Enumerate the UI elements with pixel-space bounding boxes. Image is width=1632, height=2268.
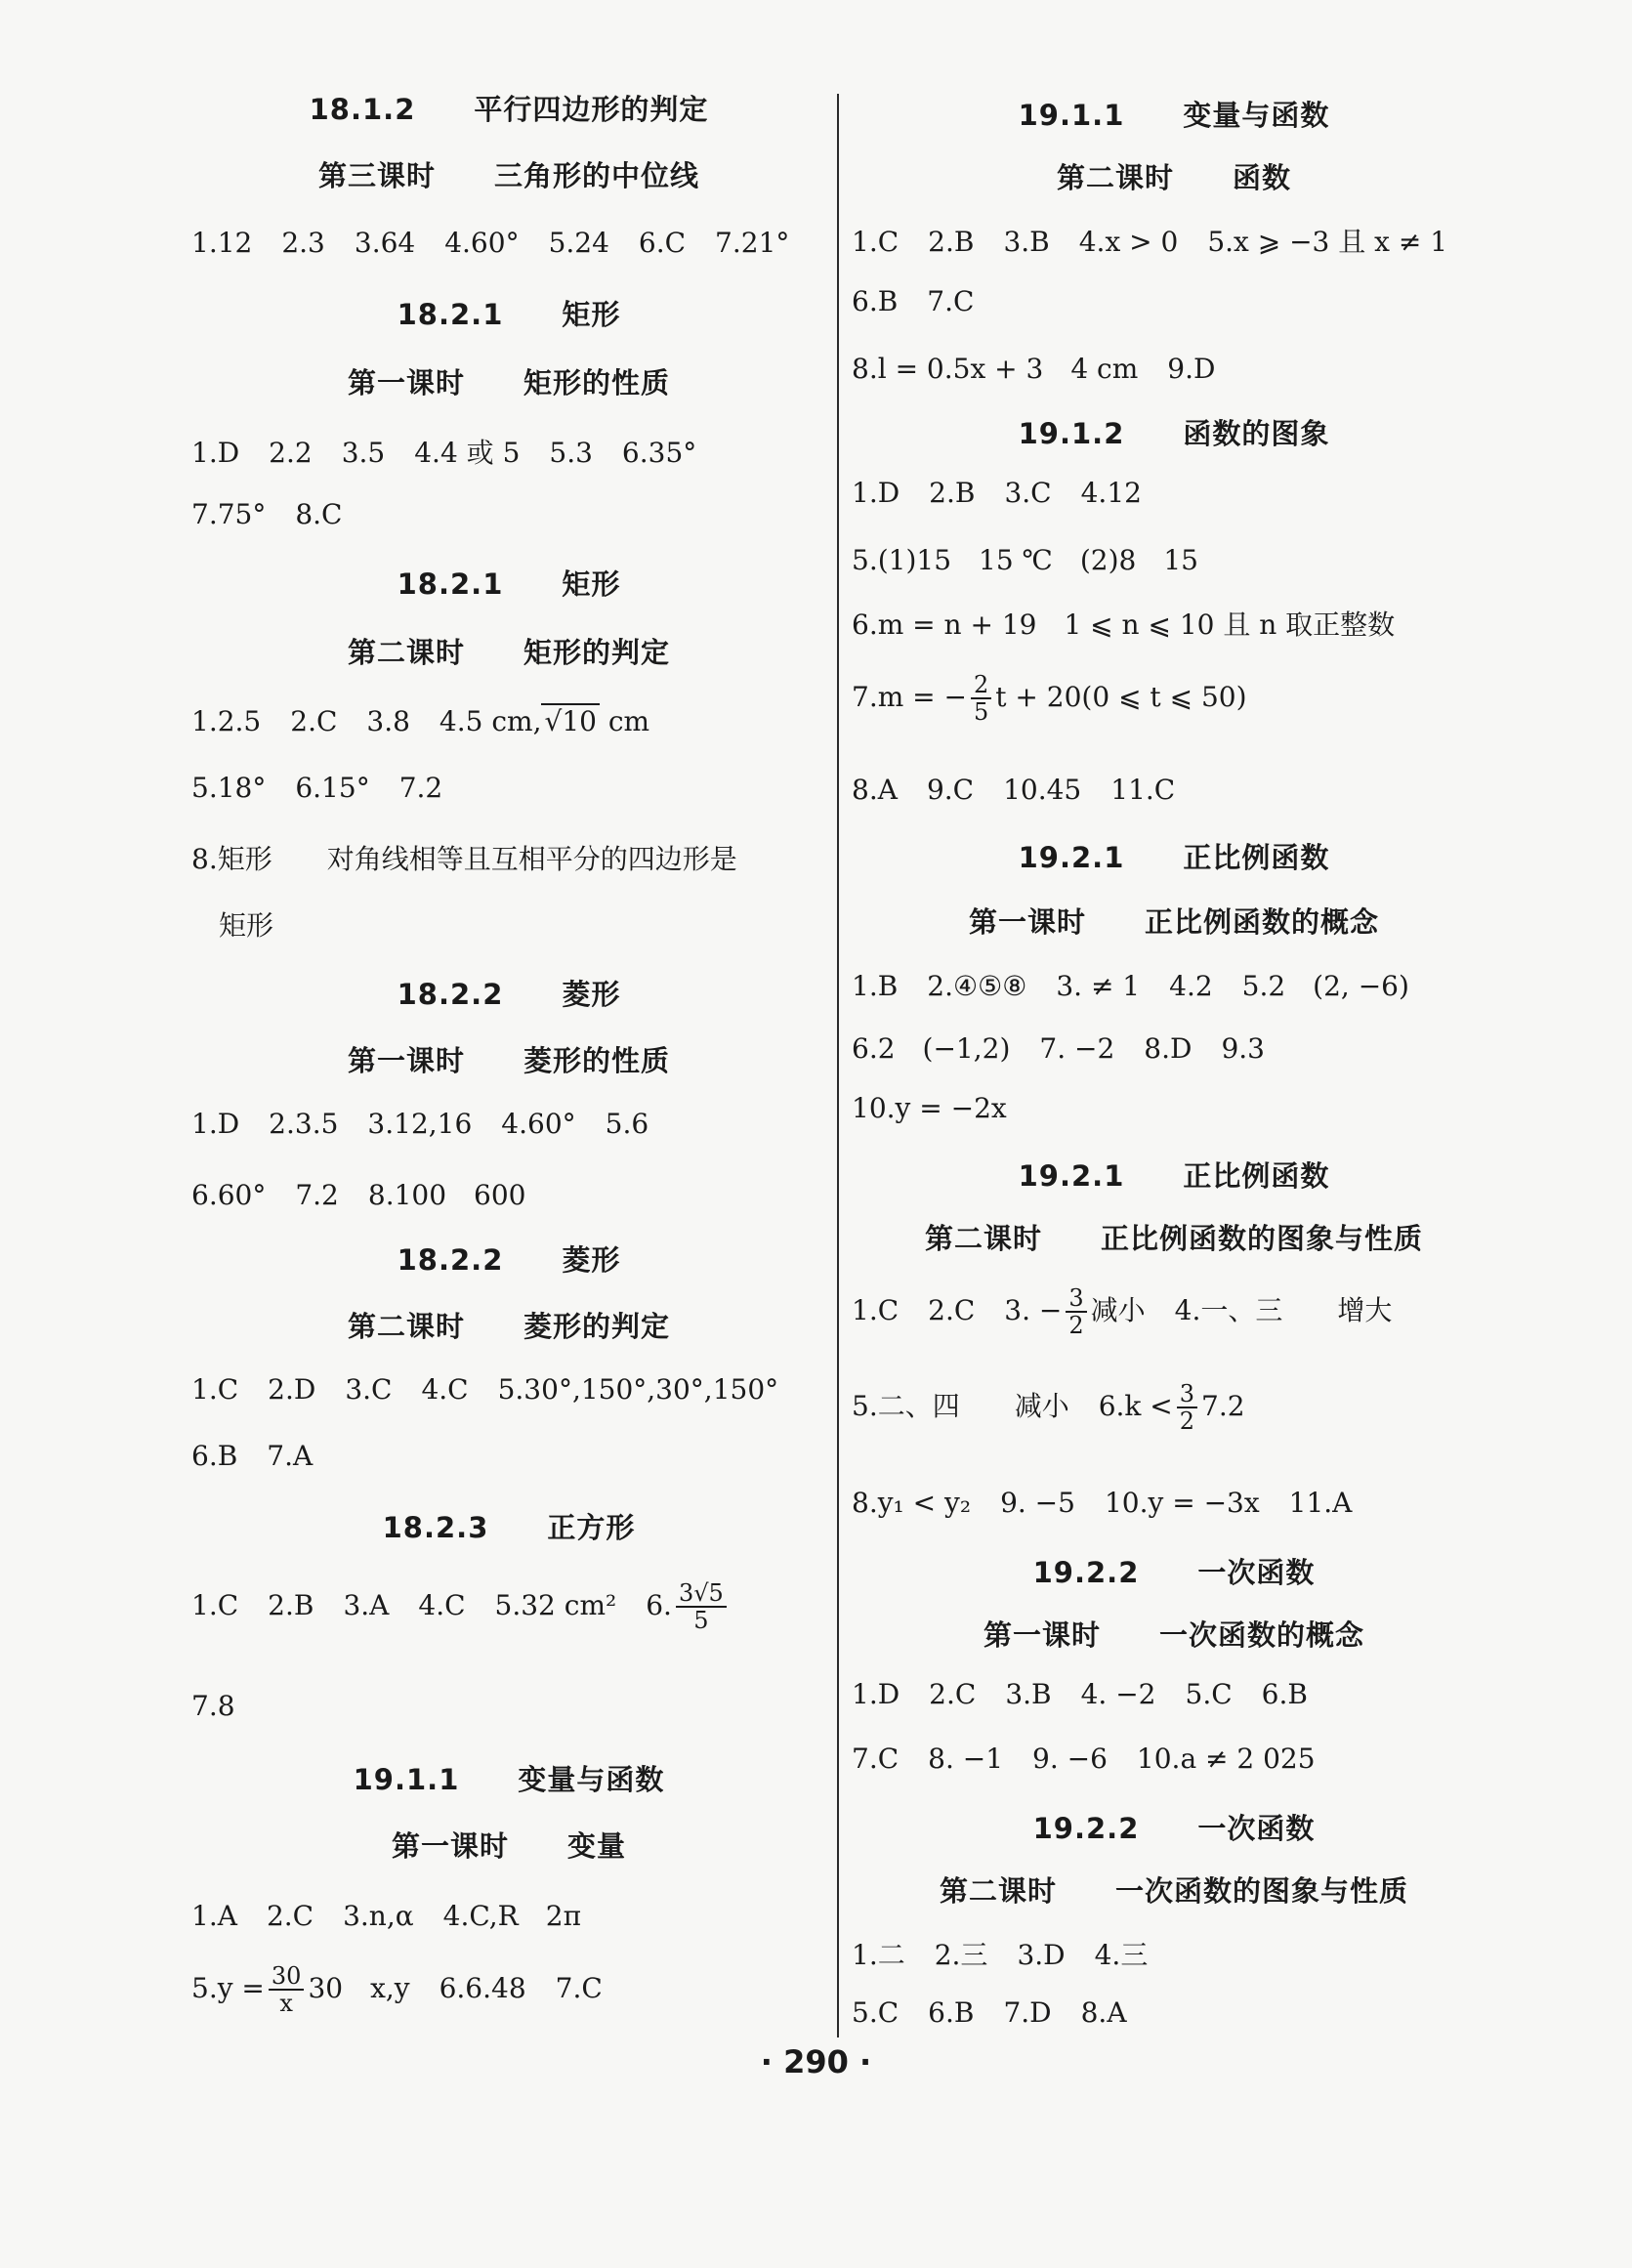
column-divider xyxy=(837,94,839,2037)
answer-line: 6.B 7.C xyxy=(852,285,975,317)
fraction: $\frac{2}{5}$ xyxy=(971,672,991,726)
answer-line: 1.C 2.B 3.A 4.C 5.32 cm² 6. $\frac{3√5}{5}$ xyxy=(191,1580,731,1634)
page-number: · 290 · xyxy=(760,2043,872,2080)
answer-line: 1.D 2.C 3.B 4. −2 5.C 6.B xyxy=(852,1678,1308,1710)
section-heading: 19.2.1 正比例函数 xyxy=(1018,841,1330,874)
section-heading: 19.1.1 变量与函数 xyxy=(353,1763,665,1796)
lesson-heading: 第一课时 变量 xyxy=(391,1829,626,1863)
lesson-heading: 第一课时 一次函数的概念 xyxy=(983,1618,1364,1652)
section-heading: 19.2.2 一次函数 xyxy=(1032,1556,1316,1589)
answer-line: 8.矩形 对角线相等且互相平分的四边形是 xyxy=(191,843,737,875)
answer-line: 1.C 2.B 3.B 4.x > 0 5.x ⩾ −3 且 x ≠ 1 xyxy=(852,226,1448,258)
lesson-heading: 第二课时 矩形的判定 xyxy=(347,636,670,669)
answer-line: 1.A 2.C 3.n,α 4.C,R 2π xyxy=(191,1900,581,1932)
section-heading: 18.1.2 平行四边形的判定 xyxy=(309,93,709,126)
answer-line: 1.D 2.2 3.5 4.4 或 5 5.3 6.35° xyxy=(191,437,697,469)
answer-line: 6.2 (−1,2) 7. −2 8.D 9.3 xyxy=(852,1032,1265,1065)
answer-line: 7.8 xyxy=(191,1690,235,1722)
lesson-heading: 第二课时 菱形的判定 xyxy=(347,1310,670,1343)
answer-line: 8.l = 0.5x + 3 4 cm 9.D xyxy=(852,353,1216,385)
lesson-heading: 第二课时 一次函数的图象与性质 xyxy=(939,1874,1408,1908)
lesson-heading: 第二课时 正比例函数的图象与性质 xyxy=(924,1222,1423,1255)
answer-line: 1.2.5 2.C 3.8 4.5 cm, √10 cm xyxy=(191,705,650,737)
section-heading: 18.2.2 菱形 xyxy=(397,978,621,1011)
answer-line: 6.m = n + 19 1 ⩽ n ⩽ 10 且 n 取正整数 xyxy=(852,609,1396,641)
answer-line: 5.(1)15 15 ℃ (2)8 15 xyxy=(852,544,1198,576)
fraction: $\frac{30}{x}$ xyxy=(269,1963,305,2017)
fraction: $\frac{3}{2}$ xyxy=(1066,1285,1086,1339)
answer-line: 5.C 6.B 7.D 8.A xyxy=(852,1996,1127,2029)
lesson-heading: 第一课时 正比例函数的概念 xyxy=(968,905,1379,939)
answer-line: 7.C 8. −1 9. −6 10.a ≠ 2 025 xyxy=(852,1743,1316,1775)
section-heading: 18.2.1 矩形 xyxy=(397,298,621,331)
section-heading: 19.2.2 一次函数 xyxy=(1032,1812,1316,1845)
lesson-heading: 第二课时 函数 xyxy=(1056,161,1291,194)
section-heading: 19.1.2 函数的图象 xyxy=(1018,417,1330,450)
answer-line: 8.y₁ < y₂ 9. −5 10.y = −3x 11.A xyxy=(852,1487,1353,1519)
answer-line: 1.B 2.④⑤⑧ 3. ≠ 1 4.2 5.2 (2, −6) xyxy=(852,970,1409,1002)
lesson-heading: 第三课时 三角形的中位线 xyxy=(317,159,699,192)
answer-line: 5.y = $\frac{30}{x}$ 30 x,y 6.6.48 7.C xyxy=(191,1962,603,2018)
section-heading: 18.2.2 菱形 xyxy=(397,1243,621,1277)
answer-line: 1.C 2.D 3.C 4.C 5.30°,150°,30°,150° xyxy=(191,1373,779,1406)
section-heading: 19.2.1 正比例函数 xyxy=(1018,1159,1330,1193)
fraction: $\frac{3}{2}$ xyxy=(1177,1381,1197,1435)
lesson-heading: 第一课时 矩形的性质 xyxy=(347,366,670,399)
answer-line: 7.m = − $\frac{2}{5}$ t + 20(0 ⩽ t ⩽ 50) xyxy=(852,671,1247,727)
answer-line: 1.D 2.B 3.C 4.12 xyxy=(852,477,1142,509)
answer-line: 10.y = −2x xyxy=(852,1092,1007,1124)
answer-line: 1.C 2.C 3. − $\frac{3}{2}$ 减小 4.一、三 增大 xyxy=(852,1284,1393,1340)
sqrt-expression: √10 xyxy=(541,703,599,737)
answer-line: 1.D 2.3.5 3.12,16 4.60° 5.6 xyxy=(191,1108,649,1140)
answer-line: 7.75° 8.C xyxy=(191,498,343,530)
answer-line: 5.18° 6.15° 7.2 xyxy=(191,772,443,804)
fraction: $\frac{3√5}{5}$ xyxy=(676,1580,727,1634)
section-heading: 18.2.3 正方形 xyxy=(382,1511,636,1544)
answer-line: 1.12 2.3 3.64 4.60° 5.24 6.C 7.21° xyxy=(191,227,790,259)
section-heading: 19.1.1 变量与函数 xyxy=(1018,99,1330,132)
answer-line: 5.二、四 减小 6.k < $\frac{3}{2}$ 7.2 xyxy=(852,1380,1245,1436)
lesson-heading: 第一课时 菱形的性质 xyxy=(347,1044,670,1077)
answer-line: 6.B 7.A xyxy=(191,1440,314,1472)
answer-line: 8.A 9.C 10.45 11.C xyxy=(852,774,1176,806)
section-heading: 18.2.1 矩形 xyxy=(397,567,621,601)
answer-line: 矩形 xyxy=(219,909,274,942)
answer-line: 6.60° 7.2 8.100 600 xyxy=(191,1179,526,1211)
answer-line: 1.二 2.三 3.D 4.三 xyxy=(852,1939,1149,1971)
